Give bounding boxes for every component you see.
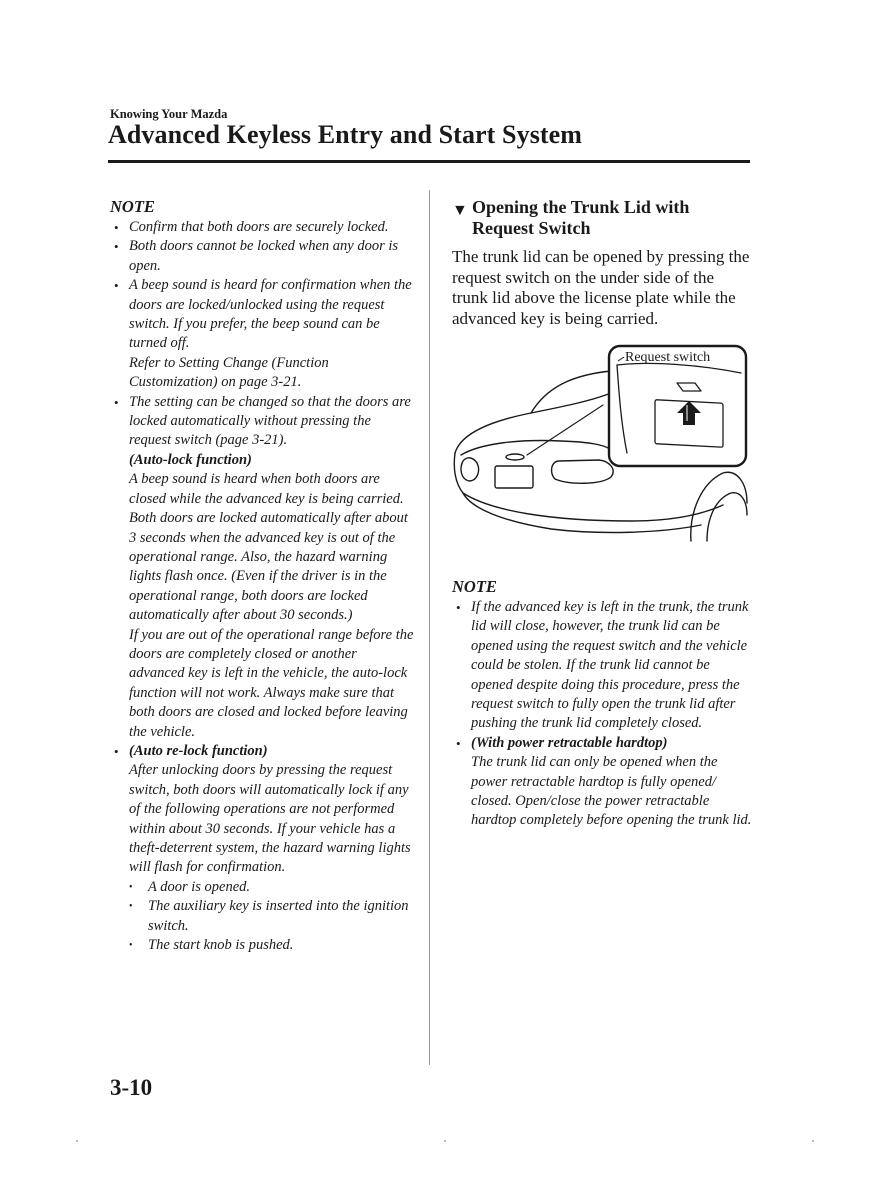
note-item (110, 237, 415, 276)
sub-list-item: • The auxiliary key is inserted into the ignition switch. (129, 897, 415, 936)
note-item (452, 734, 752, 831)
note-text: • A beep sound is heard for confirmation when the doors are locked/unlocked using the request switch. If you prefer, the beep sound can be turned off. (129, 277, 412, 352)
note-list (110, 218, 415, 955)
note-text: • Confirm that both doors are securely locked. (129, 219, 389, 235)
note-text: After unlocking doors by pressing the request switch, both doors will automatically lock if any of the following operations are not performed within about 30 seconds. If your vehicle has a theft-deterrent system, the hazard warning lights will flash for confirmation. (129, 762, 411, 876)
note-text: • If the advanced key is left in the trunk, the trunk lid will close, however, the trunk lid can be opened using the request switch and the vehicle could be stolen. If the trunk lid cannot be opened despite doing this procedure, press the request switch to fully open the trunk lid after pushing the trunk lid completely closed. (471, 599, 749, 732)
note-text: A beep sound is heard when both doors are closed while the advanced key is being carried. Both doors are locked automatically after about 3 seconds when the advanced key is out of the operational range. Also, the hazard warning lights flash once. (Even if the driver is in the operational range, both doors are locked automatically after about 30 seconds.) (129, 471, 408, 624)
note-item (110, 742, 415, 955)
note-item (110, 276, 415, 392)
triangle-marker-icon: ▼ (452, 202, 468, 219)
page-title: Advanced Keyless Entry and Start System (108, 120, 583, 149)
note-label: (Auto-lock function) (129, 451, 252, 468)
note-item (110, 393, 415, 742)
request-switch-label: Request switch (625, 350, 711, 365)
section-heading (452, 197, 752, 239)
section-heading-line: Request Switch (472, 218, 591, 238)
title-rule (108, 160, 750, 163)
note-heading: NOTE (110, 197, 155, 216)
page-number: 3-10 (110, 1075, 153, 1100)
section-heading-line: Opening the Trunk Lid with (472, 197, 690, 217)
body-paragraph: The trunk lid can be opened by pressing the request switch on the under side of the trunk lid above the license plate while the advanced key is being carried. (452, 247, 750, 328)
note-text: • The setting can be changed so that the doors are locked automatically without pressing the request switch (page 3-21). (129, 393, 411, 449)
right-column (452, 197, 752, 831)
corner-mark (812, 1140, 814, 1142)
sub-list-item: • A door is opened. (129, 878, 415, 897)
column-divider (429, 190, 430, 1065)
note-item (452, 598, 752, 734)
section-label: Knowing Your Mazda (110, 107, 228, 121)
note-text: If you are out of the operational range before the doors are completely closed or another advanced key is left in the vehicle, the auto-lock function will not work. Always make sure that both doors are closed and locked before leaving the vehicle. (129, 626, 414, 740)
sub-list-item: • The start knob is pushed. (129, 936, 415, 955)
note-text: The trunk lid can only be opened when the power retractable hardtop is fully opened/ closed. Open/close the power retractable hardtop completely before opening the trunk lid. (471, 754, 752, 829)
note-text: • Both doors cannot be locked when any door is open. (129, 238, 399, 274)
note-label: • (Auto re-lock function) (129, 742, 268, 759)
note-list (452, 598, 752, 831)
corner-mark (444, 1140, 446, 1142)
left-column (110, 197, 415, 955)
note-heading: NOTE (452, 577, 497, 596)
note-label: • (With power retractable hardtop) (471, 734, 668, 751)
corner-mark (76, 1140, 78, 1142)
trunk-illustration (451, 343, 749, 555)
note-text: Refer to Setting Change (Function Customization) on page 3-21. (129, 354, 329, 391)
note-item (110, 218, 415, 237)
sub-list (129, 878, 415, 956)
